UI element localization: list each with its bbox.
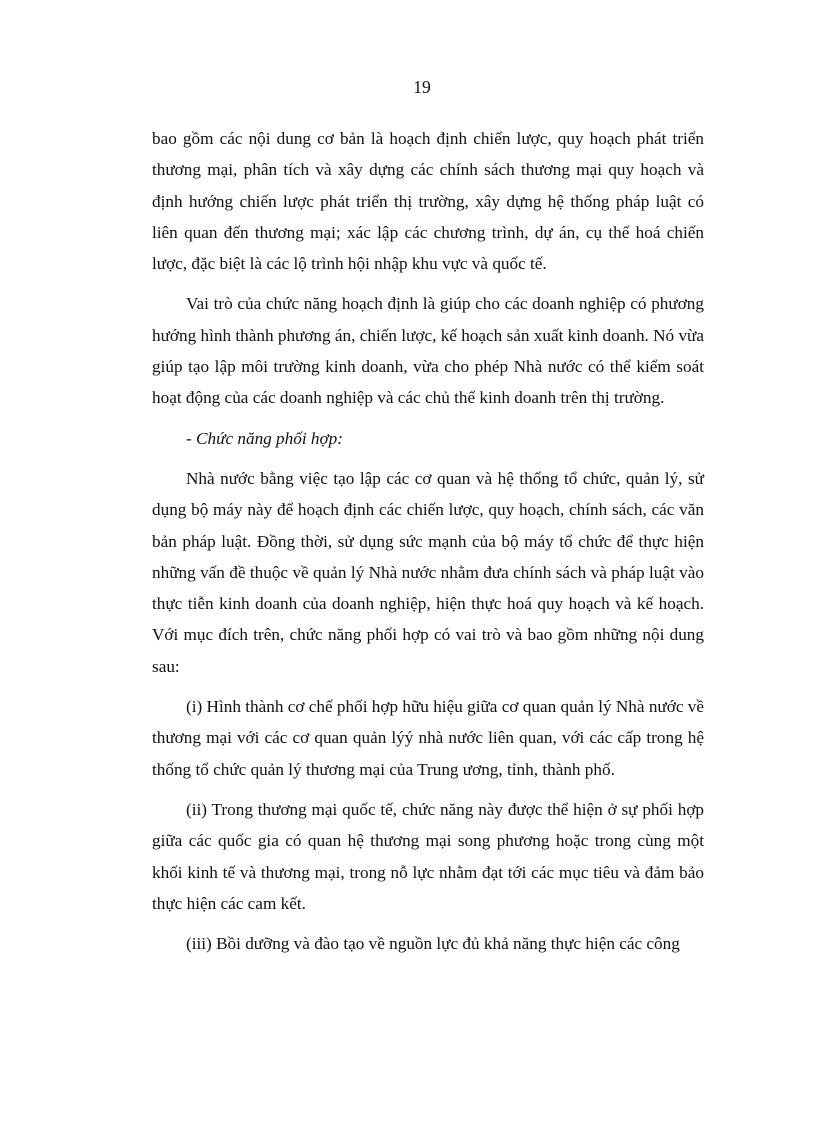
- list-item-iii: (iii) Bồi dưỡng và đào tạo về nguồn lực đủ khả năng thực hiện các công: [186, 934, 680, 954]
- page-number: 19: [413, 77, 431, 97]
- paragraph-planning-contents: bao gồm các nội dung cơ bản là hoạch định chiến lược, quy hoạch phát triển thương mại, phân tích và xây dựng các chính sách thương mại quy hoạch và định hướng chiến lược phát triển thị trường, xây dựng hệ thống pháp luật có liên quan đến thương mại; xác lập các chương trình, dự án, cụ thể hoá chiến lược, đặc biệt là các lộ trình hội nhập khu vực và quốc tế.: [152, 129, 704, 274]
- list-item-i: (i) Hình thành cơ chế phối hợp hữu hiệu giữa cơ quan quản lý Nhà nước về thương mại với các cơ quan quản lýý nhà nước liên quan, với các cấp trong hệ thống tổ chức quản lý thương mại của Trung ương, tỉnh, thành phố.: [152, 697, 704, 779]
- paragraph-coordination-intro: Nhà nước bằng việc tạo lập các cơ quan và hệ thống tổ chức, quản lý, sử dụng bộ máy này để hoạch định các chiến lược, quy hoạch, chính sách, các văn bản pháp luật. Đồng thời, sử dụng sức mạnh của bộ máy tổ chức để thực hiện những vấn đề thuộc về quản lý Nhà nước nhằm đưa chính sách và pháp luật vào thực tiễn kinh doanh của doanh nghiệp, hiện thực hoá quy hoạch và kế hoạch. Với mục đích trên, chức năng phối hợp có vai trò và bao gồm những nội dung sau:: [152, 468, 704, 676]
- list-item-ii: (ii) Trong thương mại quốc tế, chức năng này được thể hiện ở sự phối hợp giữa các quốc gia có quan hệ thương mại song phương hoặc trong cùng một khối kinh tế và thương mại, trong nỗ lực nhằm đạt tới các mục tiêu và đảm bảo thực hiện các cam kết.: [152, 799, 704, 913]
- section-heading-coordination: - Chức năng phối hợp:: [186, 428, 343, 448]
- paragraph-planning-role: Vai trò của chức năng hoạch định là giúp cho các doanh nghiệp có phương hướng hình thành phương án, chiến lược, kế hoạch sản xuất kinh doanh. Nó vừa giúp tạo lập môi trường kinh doanh, vừa cho phép Nhà nước có thể kiểm soát hoạt động của các doanh nghiệp và các chủ thể kinh doanh trên thị trường.: [152, 294, 704, 408]
- body-text: [152, 123, 704, 959]
